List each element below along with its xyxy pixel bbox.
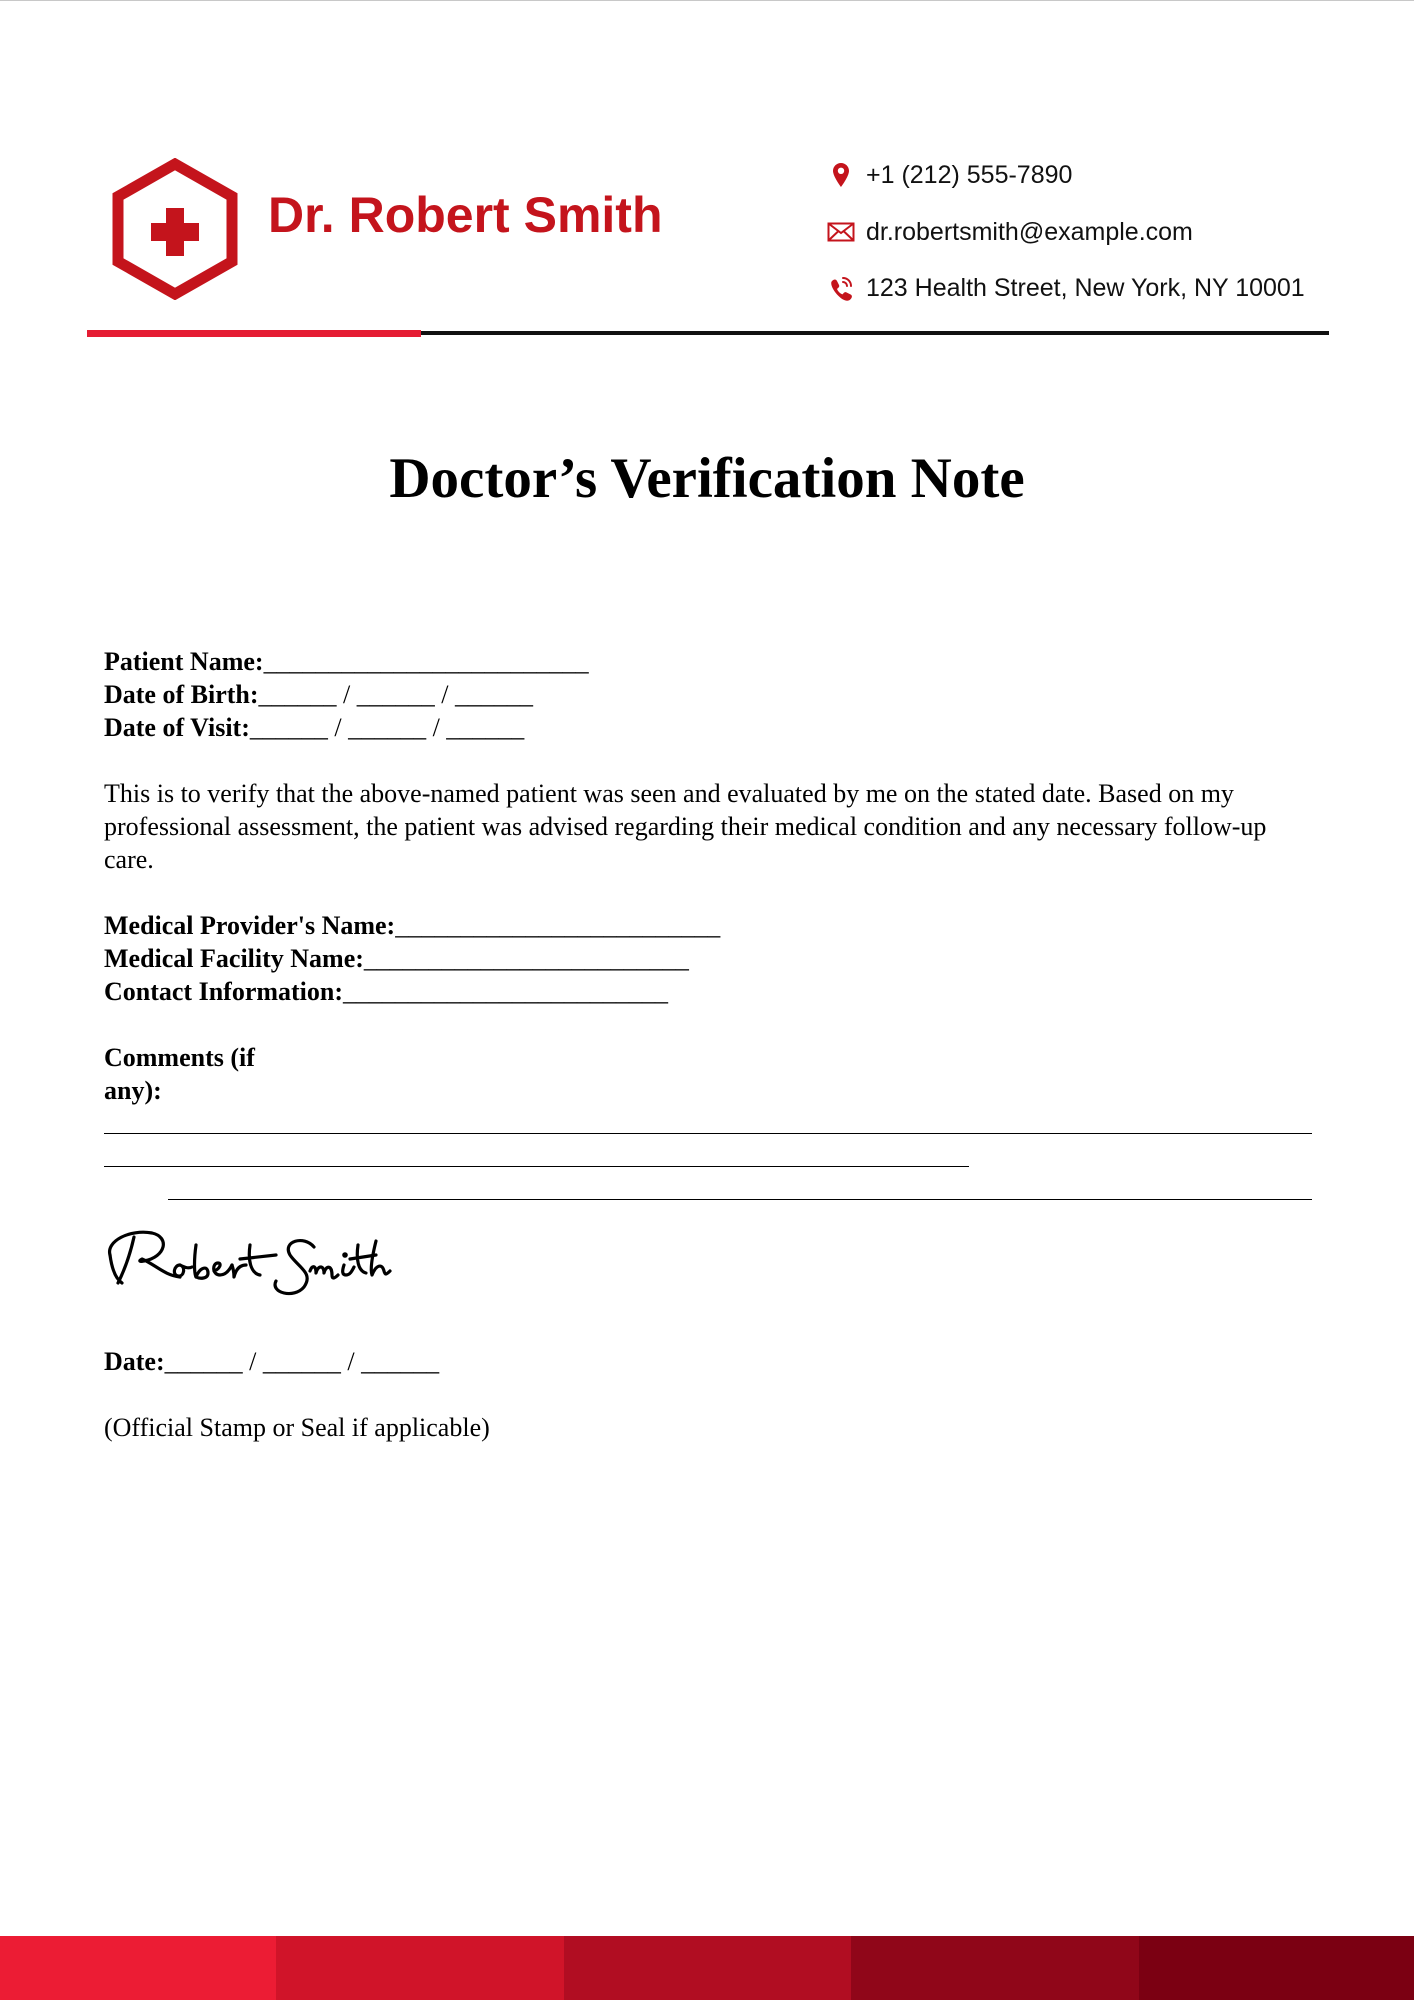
visit-date-field[interactable]: ______ / ______ / ______ (249, 713, 525, 742)
envelope-icon (826, 217, 856, 247)
comments-label: Comments (if any): (104, 1043, 255, 1105)
comments-line-3[interactable] (104, 1140, 969, 1173)
doctor-signature (100, 1215, 420, 1305)
document-body (104, 645, 1312, 1173)
patient-name-label: Patient Name: (104, 647, 264, 676)
comments-block (104, 1041, 1314, 1173)
stamp-note: (Official Stamp or Seal if applicable) (104, 1413, 490, 1442)
dob-label: Date of Birth: (104, 680, 259, 709)
facility-name-label: Medical Facility Name: (104, 944, 364, 973)
visit-date-label: Date of Visit: (104, 713, 250, 742)
footer-segment (0, 1936, 276, 2000)
facility-name-field[interactable]: _________________________ (363, 944, 689, 973)
patient-name-field[interactable]: _________________________ (263, 647, 589, 676)
comments-field[interactable] (168, 1173, 1312, 1206)
header-accent-rule (87, 330, 421, 337)
hexagon-medical-cross-icon (110, 158, 240, 300)
dob-field[interactable]: ______ / ______ / ______ (258, 680, 533, 709)
patient-name-line (104, 645, 1312, 678)
location-pin-icon (826, 160, 856, 190)
document-title: Doctor’s Verification Note (389, 447, 1025, 510)
contact-email (826, 214, 1193, 250)
provider-name-label: Medical Provider's Name: (104, 911, 396, 940)
footer-segment (564, 1936, 851, 2000)
dob-line (104, 678, 1312, 711)
footer-segment (1139, 1936, 1414, 2000)
page-top-border (0, 0, 1414, 1)
verification-statement: This is to verify that the above-named patient was seen and evaluated by me on the stated date. Based on my professional assessment, the patient was advised regarding their medical condition and any necessary follow-up care. (104, 779, 1267, 874)
facility-name-line (104, 942, 1312, 975)
doctor-name: Dr. Robert Smith (268, 187, 663, 243)
comments-line-2[interactable] (104, 1107, 1312, 1140)
address-text: 123 Health Street, New York, NY 10001 (866, 273, 1305, 302)
email-text: dr.robertsmith@example.com (866, 217, 1193, 246)
footer-segment (276, 1936, 564, 2000)
signature-date-line (104, 1345, 439, 1378)
phone-ringing-icon (826, 273, 856, 303)
provider-name-line (104, 909, 1312, 942)
signature-date-label: Date: (104, 1347, 165, 1376)
signature-date-field[interactable]: ______ / ______ / ______ (164, 1347, 440, 1376)
comments-line (104, 1041, 279, 1107)
contact-info-label: Contact Information: (104, 977, 344, 1006)
contact-address (826, 270, 1305, 306)
visit-date-line (104, 711, 1312, 744)
provider-name-field[interactable]: _________________________ (395, 911, 721, 940)
phone-text: +1 (212) 555-7890 (866, 160, 1073, 189)
footer-color-bar (0, 1936, 1414, 2000)
header-divider-rule (421, 331, 1329, 335)
contact-info-field[interactable]: _________________________ (343, 977, 669, 1006)
footer-segment (851, 1936, 1139, 2000)
contact-phone (826, 157, 1072, 193)
contact-info-line (104, 975, 1312, 1008)
